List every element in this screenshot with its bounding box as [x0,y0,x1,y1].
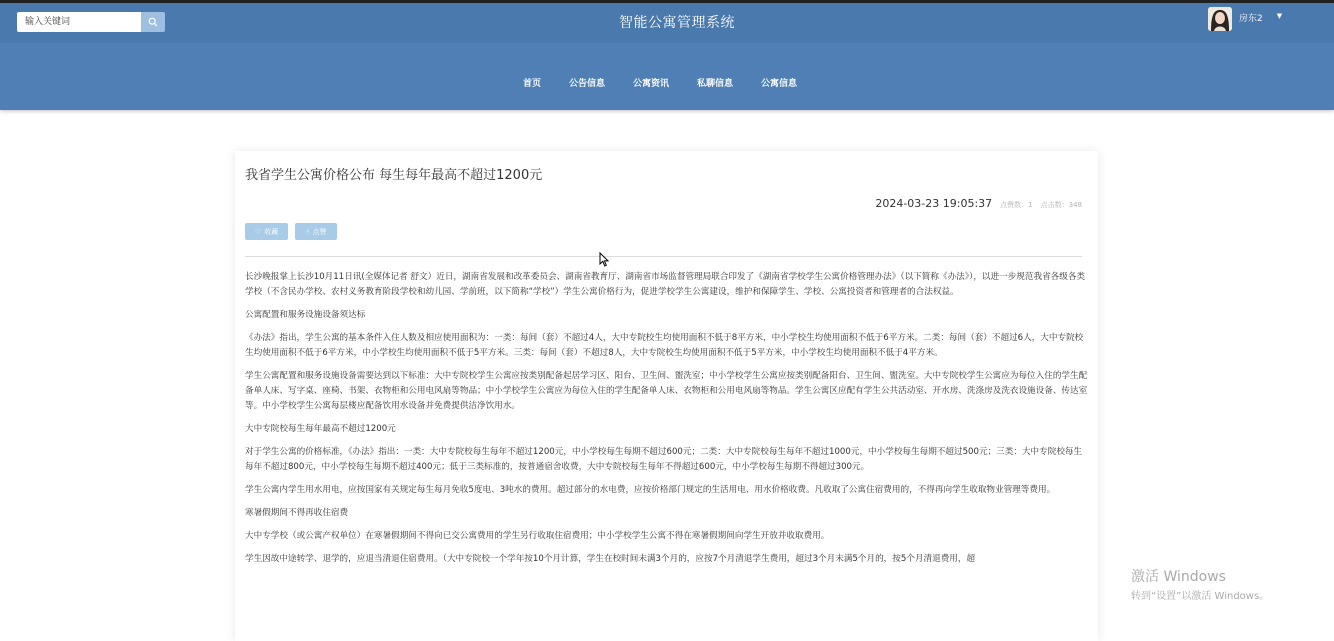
article-paragraph: 学生公寓内学生用水用电，应按国家有关规定每生每月免收5度电、3吨水的费用。超过部分的水电费，应按价格部门规定的生活用电、用水价格收费。凡收取了公寓住宿费用的，不得再向学生收取物业管理等费用。 [245,485,1056,495]
top-bar [0,3,1334,43]
favorite-label: 收藏 [264,227,279,236]
nav-home[interactable]: 首页 [522,79,541,89]
article-card [235,151,1098,641]
username[interactable]: 房东2 [1239,14,1263,24]
article-date: 2024-03-23 19:05:37 [875,197,993,210]
dropdown-caret-icon[interactable]: ▼ [1276,12,1283,20]
watermark-line-2: 转到“设置”以激活 Windows。 [1131,591,1270,602]
like-button[interactable] [295,223,336,240]
article-paragraph: 学生因故中途转学、退学的，应退当清退住宿费用。（大中专院校一个学年按10个月计算，学生在校时间未满3个月的，应按7个月清退学生费用，超过3个月未满5个月的，按5个月清退费用，超 [245,554,976,564]
like-label: 点赞 [312,227,327,236]
windows-activation-watermark [1131,566,1269,602]
app-title: 智能公寓管理系统 [619,15,735,31]
article-paragraph: 对于学生公寓的价格标准，《办法》指出：一类：大中专院校每生每年不超过1200元，中小学校每生每期不超过600元；二类：大中专院校每生每年不超过1000元，中小学校每生每期不超过500元；三类：大中专院校每生每年不超过800元，中小学校每生每期不超过400元；低于三类标准的，按普通宿舍收费，大中专院校每生每年不得超过600元，中小学校每生每期不得超过300元。 [245,447,1083,472]
nav-apartment-news[interactable]: 公寓资讯 [632,79,669,89]
article-subheading: 寒暑假期间不得再收住宿费 [245,508,349,518]
article-paragraph: 大中专学校（或公寓产权单位）在寒暑假期间不得向已交公寓费用的学生另行收取住宿费用；中小学校学生公寓不得在寒暑假期间向学生开放并收取费用。 [245,531,830,541]
article-subheading: 大中专院校每生每年最高不超过1200元 [245,424,396,434]
nav-private-messages[interactable]: 私聊信息 [697,79,734,89]
thumbs-up-icon: ☝ [305,227,310,236]
divider [245,256,1082,257]
article-paragraph: 学生公寓配置和服务设施设备需要达到以下标准：大中专院校学生公寓应按类别配备起居学习区、阳台、卫生间、盥洗室；中小学校学生公寓应按类别配备阳台、卫生间、盥洗室。大中专院校学生公寓应为每位入住的学生配备单人床、写字桌、座椅、书架、衣物柜和公用电风扇等物品；中小学校学生公寓应为每位入住的学生配备单人床、衣物柜和公用电风扇等物品。学生公寓区应配有学生公共活动室、开水房、洗涤房及洗衣设施设备、传达室等。中小学校学生公寓每层楼应配备饮用水设备并免费提供洁净饮用水。 [245,371,1088,411]
article-title: 我省学生公寓价格公布 每生每年最高不超过1200元 [245,168,543,183]
watermark-line-1: 激活 Windows [1131,569,1226,585]
heart-icon: ♡ [255,227,262,236]
site-header [0,3,1334,110]
click-count: 点击数：348 [1040,201,1082,209]
main-nav [0,71,1334,90]
avatar[interactable] [1208,7,1232,31]
article-meta [875,197,1082,210]
article-subheading: 公寓配置和服务设施设备须达标 [245,310,366,320]
mouse-cursor-icon [599,252,609,267]
favorite-button[interactable] [245,223,288,240]
user-menu[interactable] [1208,7,1282,31]
article-actions [245,223,337,240]
article-paragraph: 长沙晚报掌上长沙10月11日讯(全媒体记者 舒文）近日，湖南省发展和改革委员会、湖南省教育厅、湖南省市场监督管理局联合印发了《湖南省学校学生公寓价格管理办法》（以下简称《办法》），以进一步规范我省各级各类学校（不含民办学校、农村义务教育阶段学校和幼儿园、学前班，以下简称“学校”）学生公寓价格行为，促进学校学生公寓建设，维护和保障学生、学校、公寓投资者和管理者的合法权益。 [245,272,1086,297]
article-body [245,270,1088,575]
nav-announcements[interactable]: 公告信息 [568,79,605,89]
article-paragraph: 《办法》指出，学生公寓的基本条件入住人数及相应使用面积为：一类：每间（套）不超过4人，大中专院校生均使用面积不低于8平方米，中小学校生均使用面积不低于6平方米。二类：每间（套）不超过6人，大中专院校生均使用面积不低于6平方米，中小学校生均使用面积不低于5平方米。三类：每间（套）不超过8人，大中专院校生均使用面积不低于5平方米，中小学校生均使用面积不低于4平方米。 [245,333,1084,358]
nav-apartment-info[interactable]: 公寓信息 [761,79,798,89]
like-count: 点赞数：1 [1000,201,1033,209]
avatar-image [1208,7,1232,31]
